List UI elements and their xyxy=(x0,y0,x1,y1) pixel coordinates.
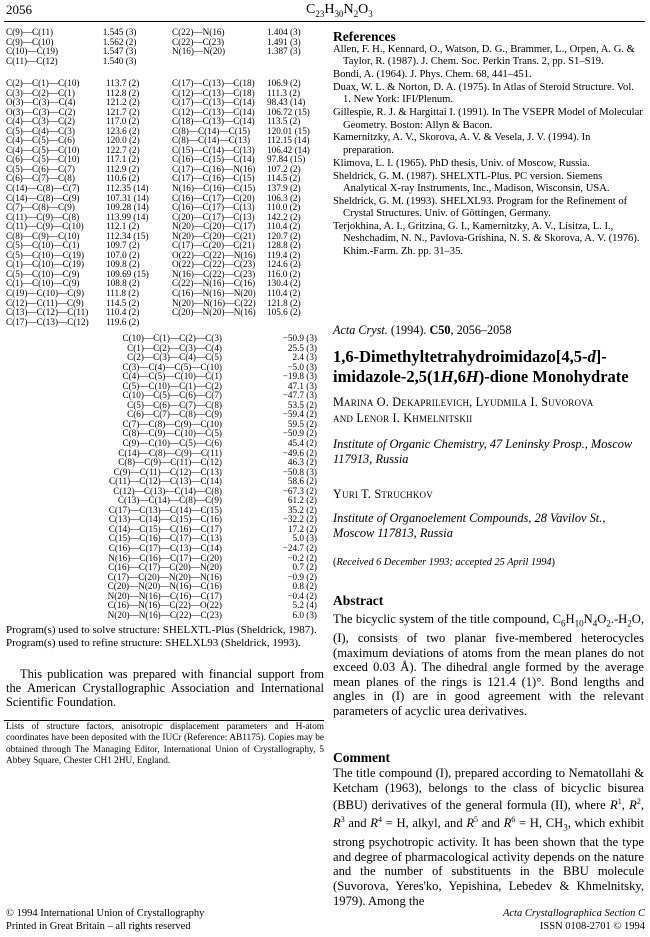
row-value: 120.7 (2) xyxy=(267,230,301,241)
references-heading: References xyxy=(333,29,396,44)
row-label: C(14)—C(15)—C(16)—C(17) xyxy=(108,523,222,534)
row-label: C(20)—C(17)—C(13) xyxy=(172,211,255,222)
row-value: 111.8 (2) xyxy=(106,288,139,299)
row-label: C(5)—C(10)—C(1) xyxy=(6,240,80,251)
table-row xyxy=(172,47,322,57)
page-number: 2056 xyxy=(6,2,32,17)
row-label: C(15)—C(14)—C(13) xyxy=(172,144,255,155)
row-label: C(4)—C(3)—C(2) xyxy=(6,116,75,127)
row-label: O(3)—C(3)—C(2) xyxy=(6,106,76,117)
row-value: 1.545 (3) xyxy=(102,27,137,37)
table-row xyxy=(6,318,161,328)
row-label: N(16)—C(16)—C(15) xyxy=(172,183,256,194)
row-value: 1.540 (3) xyxy=(102,55,137,66)
row-value: 45.4 (2) xyxy=(287,438,317,449)
row-value: −50.9 (3) xyxy=(282,333,317,343)
copyright-line: © 1994 International Union of Crystallography xyxy=(6,908,205,919)
table-row xyxy=(62,611,324,621)
row-value: −19.8 (3) xyxy=(282,371,317,382)
row-value: 120.01 (15) xyxy=(267,125,310,136)
row-label: C(6)—C(7)—C(8)—C(9) xyxy=(127,409,222,420)
row-value: 47.1 (3) xyxy=(287,380,317,391)
row-value: 110.0 (2) xyxy=(267,202,301,213)
footer-left xyxy=(6,908,326,933)
table-row xyxy=(6,57,156,67)
reference-item: Duax, W. L. & Norton, D. A. (1975). In Atlas of Steroid Structure. Vol. 1. New York: IFI/Plenum. xyxy=(333,82,634,106)
row-label: C(2)—C(3)—C(4)—C(5) xyxy=(127,352,222,363)
article-title: 1,6-Dimethyltetrahydroimidazo[4,5-d]- imidazole-2,5(1H,6H)-dione Monohydrate xyxy=(333,347,629,386)
row-value: 119.6 (2) xyxy=(106,316,140,327)
row-value: 61.2 (2) xyxy=(287,495,317,506)
footer-right xyxy=(470,908,645,933)
deposit-rule xyxy=(4,720,324,721)
row-label: C(1)—C(10)—C(9) xyxy=(6,278,80,289)
row-value: 117.1 (2) xyxy=(106,154,140,165)
row-value: 58.6 (2) xyxy=(287,476,317,487)
row-label: C(8)—C(14)—C(15) xyxy=(172,125,251,136)
row-label: C(22)—C(23) xyxy=(172,36,225,47)
row-value: 123.6 (2) xyxy=(106,125,140,136)
row-value: 110.4 (2) xyxy=(267,288,301,299)
row-value: 17.2 (2) xyxy=(287,523,317,534)
row-label: C(16)—C(17)—C(20) xyxy=(172,192,255,203)
row-value: 113.99 (14) xyxy=(106,211,149,222)
angle-table-right xyxy=(172,79,327,318)
row-value: 119.4 (2) xyxy=(267,249,301,260)
row-value: 1.387 (3) xyxy=(267,46,301,57)
row-label: C(13)—C(14)—C(15)—C(16) xyxy=(108,514,222,525)
row-value: −50.9 (2) xyxy=(282,428,317,439)
row-label: C(6)—C(7)—C(8) xyxy=(6,173,75,184)
row-label: C(9)—C(11) xyxy=(6,27,54,37)
bond-table-right xyxy=(172,28,322,57)
publication-support: This publication was prepared with financial support from the American Crystallographic Association and International Scientific Foundation. xyxy=(6,667,324,709)
row-value: −50.8 (3) xyxy=(282,466,317,477)
row-label: C(17)—C(13)—C(14) xyxy=(172,97,255,108)
row-value: 1.404 (3) xyxy=(267,27,301,37)
row-value: 1.547 (3) xyxy=(102,46,137,57)
printed-line: Printed in Great Britain – all rights reserved xyxy=(6,920,191,932)
row-label: C(16)—N(16)—N(20) xyxy=(172,288,256,299)
row-label: C(8)—C(9)—C(10)—C(5) xyxy=(122,428,222,439)
row-label: C(17)—C(20)—N(20)—N(16) xyxy=(107,571,222,582)
row-label: C(10)—C(1)—C(2)—C(3) xyxy=(122,333,222,343)
affiliation-2: Institute of Organoelement Compounds, 28 Vavilov St., Moscow 117813, Russia xyxy=(333,511,606,540)
row-label: C(10)—C(19) xyxy=(6,46,59,57)
row-value: −0.9 (2) xyxy=(287,571,317,582)
row-label: C(14)—C(8)—C(9)—C(11) xyxy=(118,447,222,458)
row-value: 5.2 (4) xyxy=(292,600,317,611)
reference-item: Sheldrick, G. M. (1993). SHELXL93. Program for the Refinement of Crystal Structures. Univ. of Göttingen, Germany. xyxy=(333,195,628,220)
row-label: C(17)—C(13)—C(18) xyxy=(172,78,255,88)
row-value: 107.2 (2) xyxy=(267,163,301,174)
row-label: C(3)—C(2)—C(1) xyxy=(6,87,75,98)
row-label: C(1)—C(10)—C(19) xyxy=(6,259,85,270)
row-value: 130.4 (2) xyxy=(267,278,301,289)
reference-item: Allen, F. H., Kennard, O., Watson, D. G., Brammer, L., Orpen, A. G. & Taylor, R. (1987). J. Chem. Soc. Perkin Trans. 2, pp. S1–S19. xyxy=(333,44,635,68)
row-value: 106.72 (15) xyxy=(267,106,310,117)
row-label: C(17)—C(13)—C(12) xyxy=(6,316,89,327)
received-line: (Received 6 December 1993; accepted 25 April 1994) xyxy=(333,557,555,568)
row-value: 120.0 (2) xyxy=(106,135,140,146)
row-label: C(12)—C(11)—C(9) xyxy=(6,297,84,308)
row-value: 121.8 (2) xyxy=(267,297,301,308)
abstract-body: The bicyclic system of the title compound, $C_6H_{10}N_4O_2.-H_2O$, (I), consists of two planar five-membered heterocycles (maximum deviations of atoms from the mean planes do not exceed 0.03 Å). The dihedral angle formed by the average mean planes of the rings is 121.4 (1)°. Bond lengths and angles in (I) are in good agreement with the relevant parameters of acyclic urea derivatives. xyxy=(333,612,644,719)
row-label: C(16)—C(17)—C(20)—N(20) xyxy=(108,562,222,573)
row-value: 110.4 (2) xyxy=(267,221,301,232)
row-value: 121.2 (2) xyxy=(106,97,140,108)
row-label: C(17)—C(13)—C(14)—C(15) xyxy=(108,504,222,515)
row-label: C(13)—C(12)—C(11) xyxy=(6,307,89,318)
row-label: C(14)—C(8)—C(7) xyxy=(6,183,80,194)
row-label: C(17)—C(20)—C(21) xyxy=(172,240,255,251)
journal-section-line: Acta Crystallographica Section C xyxy=(502,908,645,919)
row-value: 109.28 (14) xyxy=(106,202,149,213)
comment-body: The title compound (I), prepared according to Nematollahi & Ketcham (1963), belongs to the class of bicyclic bisurea (BBU) derivatives of the general formula (II), where $R^1$, $R^2$, $R^3$ and $R^4 = H$, alkyl, and $R^5$ and $R^6 = H$, $CH_3$, which exhibit strong psychotropic activity. It has been shown that the type and degree of pharmacological activity depends on the nature and the number of substituents in the BBU molecule (Suvorova, Yeres'ko, Yepishina, Lebedev & Khmelnitsky, 1979). Among the xyxy=(333,766,645,908)
comment-heading: Comment xyxy=(333,750,390,765)
row-label: C(14)—C(8)—C(9) xyxy=(6,192,80,203)
row-label: C(3)—C(4)—C(5)—C(10) xyxy=(122,361,222,372)
row-value: 110.4 (2) xyxy=(106,307,140,318)
row-value: 112.15 (14) xyxy=(267,135,310,146)
row-label: C(17)—C(16)—C(15) xyxy=(172,173,255,184)
row-label: N(20)—C(20)—C(17) xyxy=(172,221,256,232)
row-value: 106.3 (2) xyxy=(267,192,301,203)
row-value: 113.7 (2) xyxy=(106,78,140,88)
row-value: 142.2 (2) xyxy=(267,211,301,222)
row-value: 106.9 (2) xyxy=(267,78,301,88)
row-label: C(4)—C(5)—C(10) xyxy=(6,144,80,155)
row-label: C(4)—C(5)—C(6) xyxy=(6,135,75,146)
row-value: 5.0 (3) xyxy=(292,533,317,544)
row-value: −47.7 (3) xyxy=(282,390,317,401)
row-value: 112.34 (15) xyxy=(106,230,149,241)
row-label: C(4)—C(5)—C(10)—C(1) xyxy=(122,371,222,382)
row-label: C(9)—C(10)—C(5)—C(6) xyxy=(122,438,222,449)
row-label: C(1)—C(2)—C(3)—C(4) xyxy=(127,342,222,353)
abstract-heading: Abstract xyxy=(333,593,384,608)
journal-line: Acta Cryst. (1994). C50, 2056–2058 xyxy=(333,323,512,337)
row-label: O(3)—C(3)—C(4) xyxy=(6,97,76,108)
row-label: C(22)—N(16)—C(16) xyxy=(172,278,256,289)
deposit-note: Lists of structure factors, anisotropic displacement parameters and H-atom coordinates have been deposited with the IUCr (Reference: AB1175). Copies may be obtained through The Managing Editor, International Union of Crystallography, 5 Abbey Square, Chester CH1 2HU, England. xyxy=(6,722,324,766)
row-label: C(8)—C(9)—C(11)—C(12) xyxy=(118,457,222,468)
reference-item: Sheldrick, G. M. (1987). SHELXTL-Plus. PC version. Siemens Analytical X-ray Instruments, Inc., Madison, Wisconsin, USA. xyxy=(333,170,610,194)
row-label: C(19)—C(10)—C(9) xyxy=(6,288,85,299)
row-value: 53.5 (2) xyxy=(287,399,317,410)
authors-group-2: Yuri T. Struchkov xyxy=(333,487,433,501)
row-label: C(8)—C(14)—C(13) xyxy=(172,135,251,146)
row-value: 112.35 (14) xyxy=(106,183,149,194)
row-label: C(9)—C(11)—C(12)—C(13) xyxy=(113,466,222,477)
row-label: C(6)—C(5)—C(10) xyxy=(6,154,80,165)
row-value: 111.3 (2) xyxy=(267,87,300,98)
row-value: 107.31 (14) xyxy=(106,192,149,203)
angle-table-left xyxy=(6,79,161,327)
row-value: 107.0 (2) xyxy=(106,249,140,260)
row-label: N(20)—N(16)—C(22) xyxy=(172,297,256,308)
row-value: 109.8 (2) xyxy=(106,259,140,270)
row-value: 105.6 (2) xyxy=(267,307,301,318)
reference-item: Klimova, L. I. (1965). PhD thesis, Univ. of Moscow, Russia. xyxy=(333,157,590,169)
row-label: C(11)—C(9)—C(8) xyxy=(6,211,80,222)
row-label: C(5)—C(10)—C(19) xyxy=(6,249,85,260)
row-value: 128.8 (2) xyxy=(267,240,301,251)
row-label: C(20)—N(20)—N(16) xyxy=(172,307,256,318)
row-value: 109.7 (2) xyxy=(106,240,140,251)
row-value: −24.7 (2) xyxy=(282,543,317,554)
row-value: 25.5 (3) xyxy=(287,342,317,353)
header-rule xyxy=(4,21,645,22)
row-value: 46.3 (2) xyxy=(287,457,317,468)
row-value: 116.0 (2) xyxy=(267,268,301,279)
row-label: C(5)—C(4)—C(3) xyxy=(6,125,75,136)
row-value: 1.562 (2) xyxy=(102,36,137,47)
row-value: 0.7 (2) xyxy=(292,562,317,573)
reference-item: Gillespie, R. J. & Hargittai I. (1991). In The VSEPR Model of Molecular Geometry. Boston: Allyn & Bacon. xyxy=(333,107,643,131)
row-value: −59.4 (2) xyxy=(282,409,317,420)
row-label: C(15)—C(16)—C(17)—C(13) xyxy=(108,533,222,544)
row-label: C(16)—C(15)—C(14) xyxy=(172,154,255,165)
table-row xyxy=(172,308,327,318)
row-label: C(11)—C(12) xyxy=(6,55,58,66)
row-label: C(5)—C(6)—C(7) xyxy=(6,163,75,174)
row-label: C(5)—C(10)—C(9) xyxy=(6,268,80,279)
row-label: C(18)—C(13)—C(14) xyxy=(172,116,255,127)
row-label: C(13)—C(14)—C(8)—C(9) xyxy=(117,495,222,506)
row-value: 121.7 (2) xyxy=(106,106,140,117)
row-label: C(11)—C(9)—C(10) xyxy=(6,221,84,232)
row-label: N(16)—N(20) xyxy=(172,46,226,57)
row-label: C(16)—C(17)—C(13)—C(14) xyxy=(108,543,222,554)
affiliation-1: Institute of Organic Chemistry, 47 Leninsky Prosp., Moscow 117913, Russia xyxy=(333,437,633,466)
running-formula: $C_{23}H_{30}N_2O_3$ xyxy=(306,2,373,19)
row-value: 97.84 (15) xyxy=(267,154,306,165)
row-label: C(12)—C(13)—C(14) xyxy=(172,106,255,117)
row-value: 114.5 (2) xyxy=(267,173,301,184)
row-label: C(20)—N(20)—N(16)—C(16) xyxy=(107,581,222,592)
row-value: 6.0 (3) xyxy=(292,609,317,620)
row-value: 113.5 (2) xyxy=(267,116,301,127)
row-value: −5.0 (3) xyxy=(287,361,317,372)
row-value: 59.5 (2) xyxy=(287,418,317,429)
row-label: C(17)—C(16)—N(16) xyxy=(172,163,256,174)
row-label: C(5)—C(6)—C(7)—C(8) xyxy=(127,399,222,410)
row-label: C(7)—C(8)—C(9) xyxy=(6,202,75,213)
row-label: C(8)—C(9)—C(10) xyxy=(6,230,80,241)
row-label: O(22)—C(22)—C(23) xyxy=(172,259,256,270)
references-list xyxy=(333,44,644,258)
row-label: C(7)—C(8)—C(9)—C(10) xyxy=(122,418,222,429)
row-value: 117.0 (2) xyxy=(106,116,140,127)
row-label: C(16)—N(16)—C(22)—O(22) xyxy=(107,600,222,611)
row-value: 1.491 (3) xyxy=(267,36,301,47)
row-label: C(10)—C(5)—C(6)—C(7) xyxy=(122,390,222,401)
row-label: N(16)—C(22)—C(23) xyxy=(172,268,256,279)
row-label: O(22)—C(22)—N(16) xyxy=(172,249,256,260)
torsion-table xyxy=(62,334,324,620)
row-label: C(9)—C(10) xyxy=(6,36,54,47)
authors-group-1: Marina O. Dekaprilevich, Lyudmila I. Suvorova and Lenor I. Khmelnitskii xyxy=(333,395,594,425)
row-value: 122.7 (2) xyxy=(106,144,140,155)
page-header xyxy=(6,0,644,22)
row-value: −0.2 (2) xyxy=(287,552,317,563)
row-value: 114.5 (2) xyxy=(106,297,140,308)
row-value: 109.69 (15) xyxy=(106,268,149,279)
row-label: C(12)—C(13)—C(18) xyxy=(172,87,255,98)
programs-caption: Program(s) used to solve structure: SHELXTL-Plus (Sheldrick, 1987). Program(s) used to refine structure: SHELXL93 (Sheldrick, 1993). xyxy=(6,624,317,649)
row-value: 112.1 (2) xyxy=(106,221,140,232)
row-value: 2.4 (3) xyxy=(292,352,317,363)
row-label: N(20)—N(16)—C(22)—C(23) xyxy=(107,609,222,620)
bond-table-left xyxy=(6,28,156,66)
row-label: C(11)—C(12)—C(13)—C(14) xyxy=(109,476,222,487)
row-label: C(2)—C(1)—C(10) xyxy=(6,78,80,88)
row-value: −49.6 (2) xyxy=(282,447,317,458)
row-label: N(20)—C(20)—C(21) xyxy=(172,230,256,241)
row-value: −67.3 (2) xyxy=(282,485,317,496)
row-value: 110.6 (2) xyxy=(106,173,140,184)
row-value: −32.2 (2) xyxy=(282,514,317,525)
reference-item: Kamernitzky, A. V., Skorova, A. V. & Vesela, J. V. (1994). In preparation. xyxy=(333,132,591,156)
row-value: 98.43 (14) xyxy=(267,97,306,108)
row-label: C(5)—C(10)—C(1)—C(2) xyxy=(122,380,222,391)
row-value: 108.8 (2) xyxy=(106,278,140,289)
row-label: C(16)—C(17)—C(13) xyxy=(172,202,255,213)
row-value: 124.6 (2) xyxy=(267,259,301,270)
reference-item: Bondi, A. (1964). J. Phys. Chem. 68, 441–451. xyxy=(333,69,532,81)
row-label: N(20)—N(16)—C(16)—C(17) xyxy=(107,590,222,601)
row-label: C(22)—N(16) xyxy=(172,27,225,37)
row-value: 106.42 (14) xyxy=(267,144,310,155)
row-value: 35.2 (2) xyxy=(287,504,317,515)
row-label: N(16)—C(16)—C(17)—C(20) xyxy=(108,552,222,563)
row-value: 112.8 (2) xyxy=(106,87,140,98)
row-label: C(12)—C(13)—C(14)—C(8) xyxy=(113,485,222,496)
row-value: 0.8 (2) xyxy=(292,581,317,592)
row-value: 137.9 (2) xyxy=(267,183,301,194)
row-value: 112.9 (2) xyxy=(106,163,140,174)
issn-line: ISSN 0108-2701 © 1994 xyxy=(539,920,645,932)
reference-item: Terjokhina, A. I., Gritzina, G. I., Kamernitzky, A. V., Lisitza, L. I., Neshchadim, N. N., Pavlova-Grishina, N. S. & Skorova, A. V. (1976). Khim.-Farm. Zh. pp. 31–35. xyxy=(333,220,640,257)
row-value: −0.4 (2) xyxy=(287,590,317,601)
